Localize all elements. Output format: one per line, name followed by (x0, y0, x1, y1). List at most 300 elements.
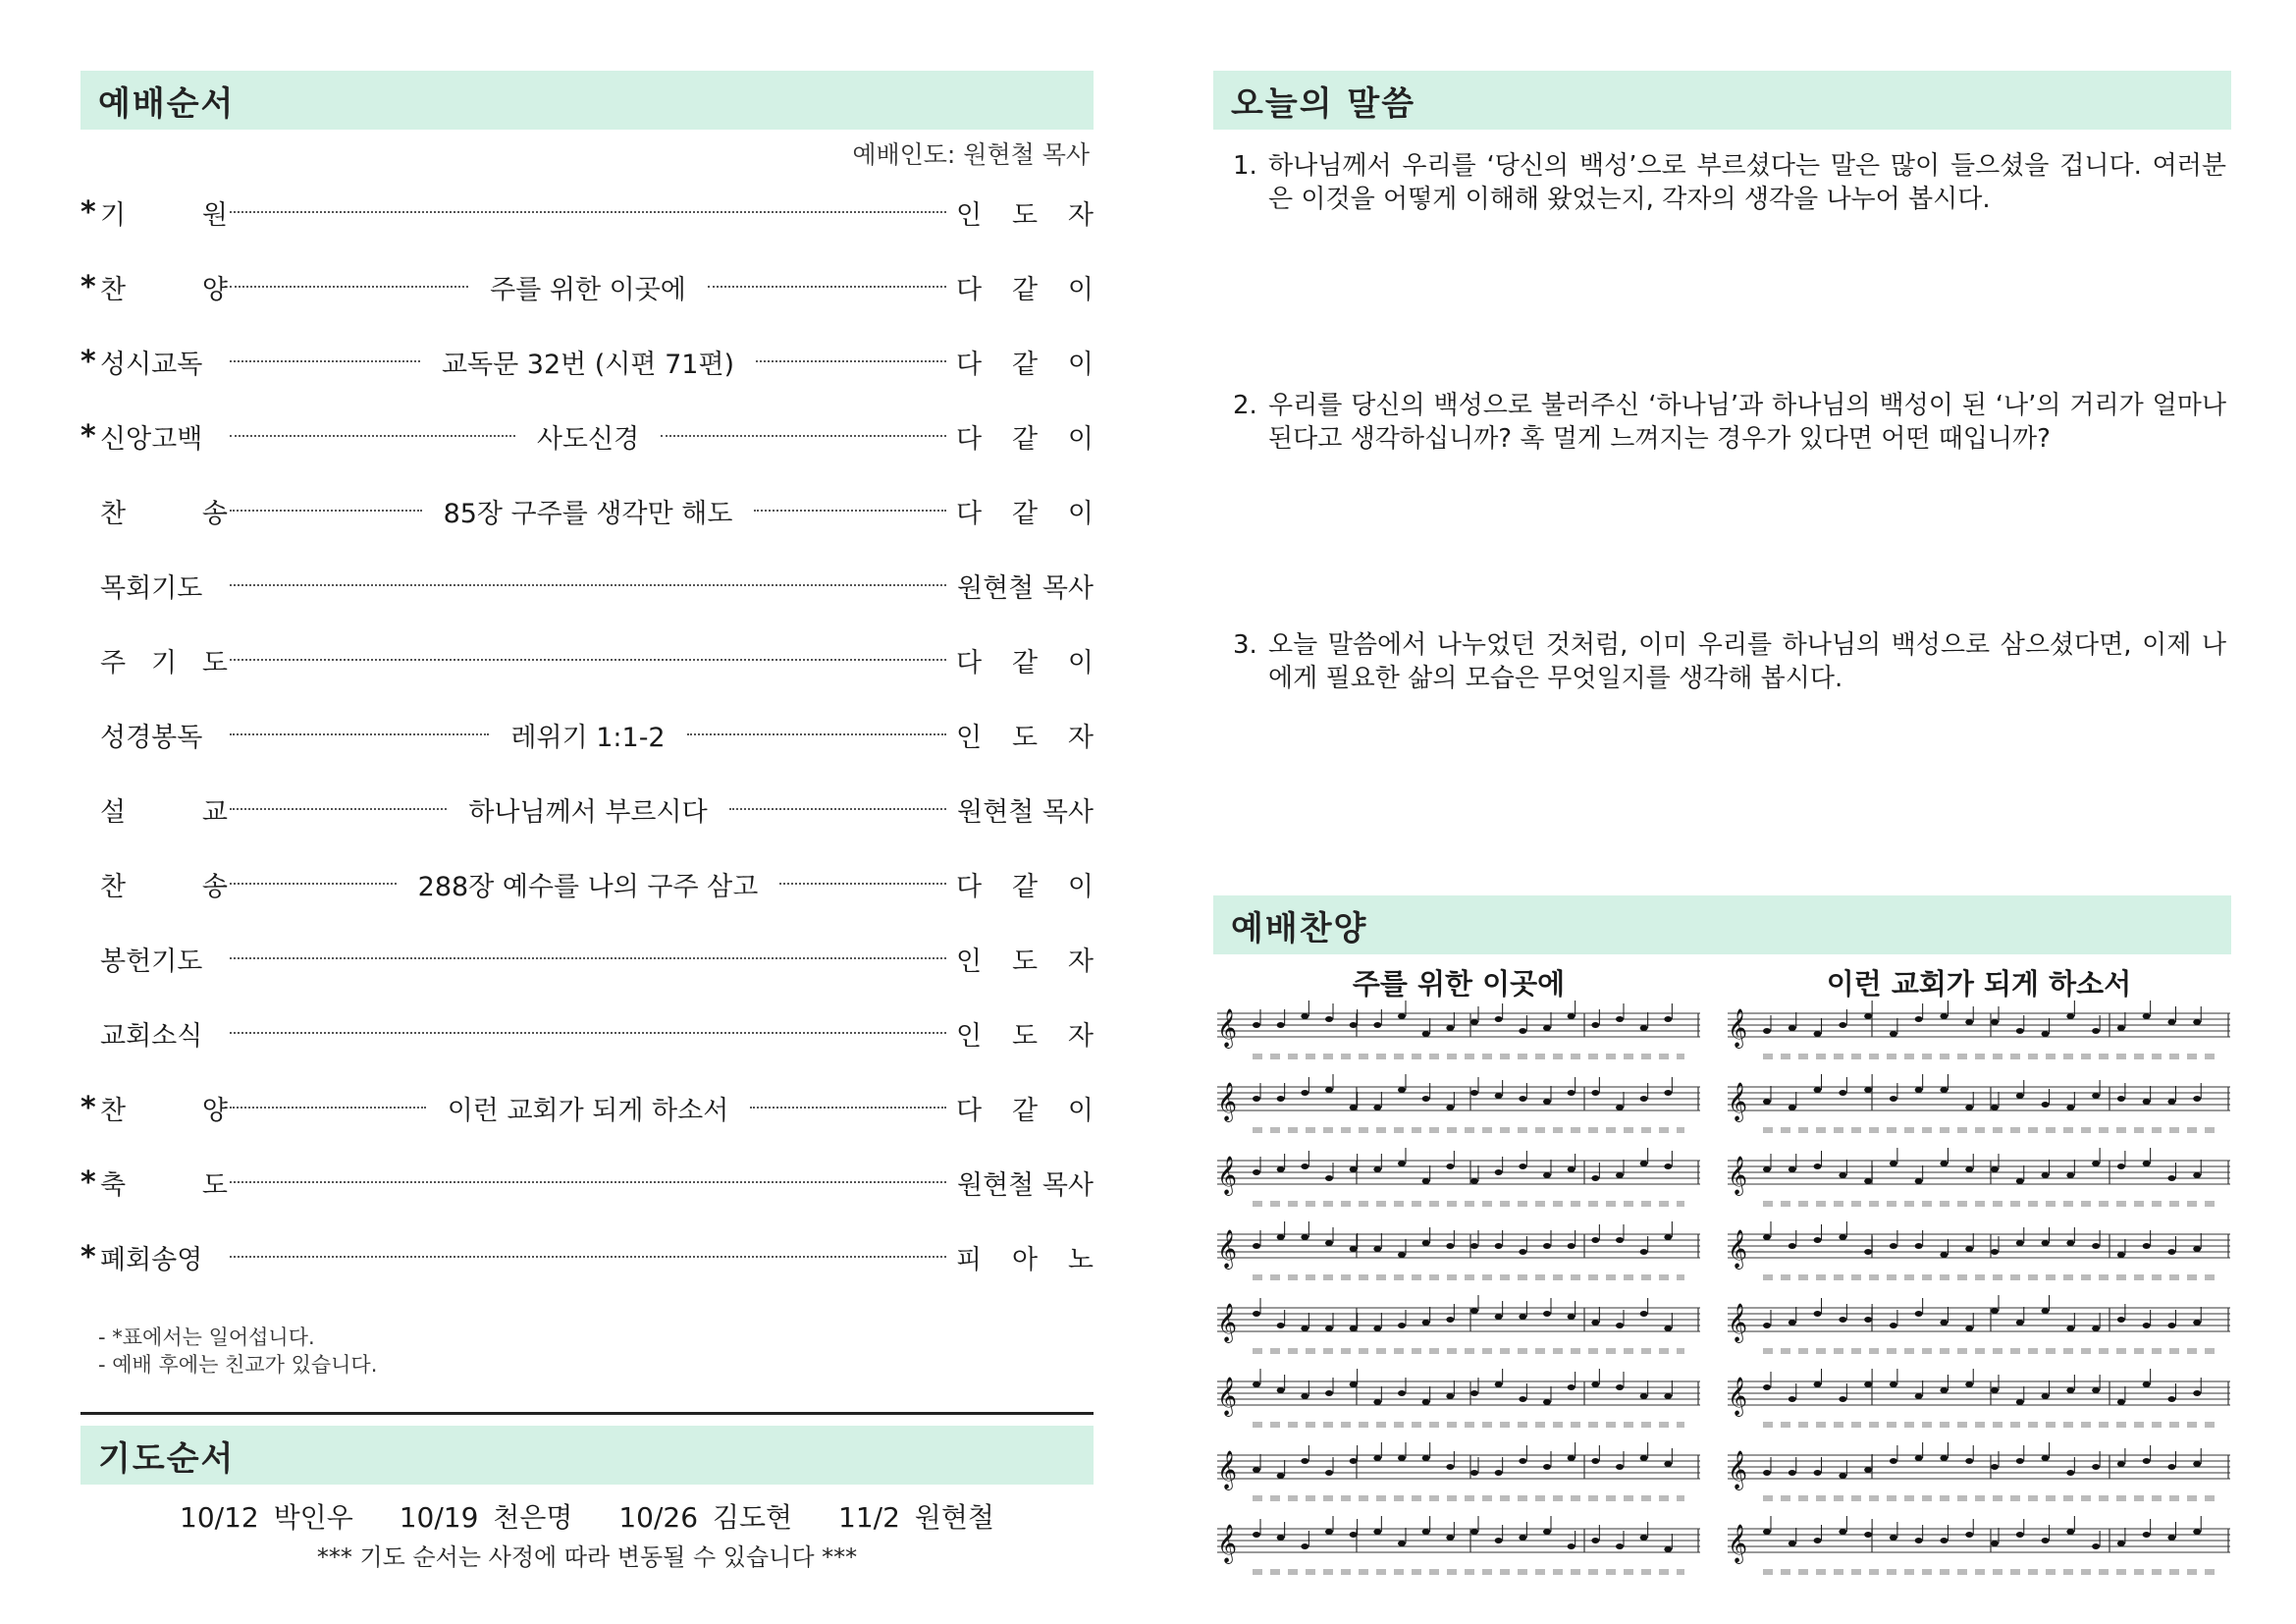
order-item-label-char: 성시교독 (100, 349, 203, 380)
note-head (1965, 1246, 1973, 1252)
dotted-leader (230, 435, 515, 437)
note-head (1591, 1175, 1599, 1181)
note-head (1640, 1249, 1648, 1255)
note-head (1864, 1467, 1872, 1473)
participant-char: 이 (1067, 423, 1094, 455)
order-item-label-char: 기 (100, 199, 127, 231)
order-row (80, 175, 1094, 249)
participant-char: 다 (956, 871, 983, 902)
note-head (1325, 1326, 1333, 1331)
dotted-leader (230, 286, 468, 288)
todays-word-title: 오늘의 말씀 (1231, 83, 1416, 124)
order-item-participant (956, 343, 1094, 381)
prayer-schedule (80, 1496, 1094, 1536)
dotted-leader (230, 211, 946, 213)
leader-dots (230, 249, 946, 324)
participant-char: 도 (1011, 722, 1039, 753)
dotted-leader (756, 360, 946, 362)
note-head (2066, 1105, 2074, 1110)
note-head (1373, 1399, 1381, 1405)
note-head (1495, 1093, 1503, 1099)
treble-clef-icon: 𝄞 (1217, 1082, 1238, 1121)
note-head (1940, 1087, 1948, 1093)
note-head (1350, 1166, 1358, 1172)
note-head (1915, 1087, 1923, 1093)
note-head (1350, 1381, 1358, 1387)
note-head (2016, 1240, 2024, 1246)
participant-char: 이 (1067, 274, 1094, 305)
note-head (1814, 1237, 1822, 1243)
leader-dots (230, 623, 946, 697)
todays-word-header (1213, 71, 2231, 130)
note-head (1915, 1178, 1923, 1184)
note-head (2016, 1028, 2024, 1034)
standing-mark: * (80, 344, 96, 379)
note-head (1864, 1249, 1872, 1255)
participant-char: 다 (956, 498, 983, 529)
note-head (1640, 1025, 1648, 1031)
note-head (2193, 1096, 2201, 1102)
note-head (1890, 1323, 1897, 1328)
note-head (1325, 1087, 1333, 1093)
note-head (1568, 1166, 1575, 1172)
participant-char: 다 (956, 274, 983, 305)
prayer-order-title: 기도순서 (98, 1438, 236, 1479)
note-head (1864, 1087, 1872, 1093)
note-head (1789, 1320, 1796, 1326)
note-head (1763, 1529, 1771, 1535)
note-head (1568, 1013, 1575, 1019)
note-head (1422, 1529, 1430, 1535)
note-head (1763, 1234, 1771, 1240)
note-head (2167, 1323, 2175, 1328)
note-head (1864, 1013, 1872, 1019)
dotted-leader (729, 808, 946, 810)
note-head (1789, 1396, 1796, 1402)
note-head (1864, 1381, 1872, 1387)
standing-mark: * (80, 1239, 96, 1274)
dotted-leader (230, 1181, 946, 1183)
order-item-label-char: 신앙고백 (100, 423, 203, 455)
note-head (1591, 1022, 1599, 1028)
note-head (1640, 1161, 1648, 1166)
dotted-leader (708, 286, 946, 288)
note-head (1301, 1393, 1308, 1399)
note-head (1373, 1022, 1381, 1028)
note-head (1664, 1164, 1672, 1169)
note-head (1814, 1311, 1822, 1317)
order-item-label-char: 축 (100, 1169, 127, 1201)
note-head (1470, 1529, 1478, 1535)
order-row (80, 249, 1094, 324)
note-head (1277, 1096, 1285, 1102)
note-head (1495, 1314, 1503, 1320)
note-head (1991, 1105, 1999, 1110)
note-head (1839, 1172, 1846, 1178)
note-head (1325, 1175, 1333, 1181)
note-head (2143, 1243, 2151, 1249)
note-head (1915, 1538, 1923, 1543)
note-head (2193, 1019, 2201, 1025)
dotted-leader (230, 1107, 426, 1109)
leader-dots (230, 548, 946, 623)
note-head (1495, 1169, 1503, 1175)
note-head (1864, 1317, 1872, 1323)
note-head (1591, 1090, 1599, 1096)
note-head (1814, 1087, 1822, 1093)
note-head (1591, 1381, 1599, 1387)
note-head (1915, 1311, 1923, 1317)
note-head (1763, 1384, 1771, 1390)
note-head (1325, 1390, 1333, 1396)
note-head (1839, 1022, 1846, 1028)
dotted-leader (661, 435, 946, 437)
note-head (1519, 1249, 1526, 1255)
order-item-participant (956, 716, 1094, 754)
note-head (1616, 1237, 1624, 1243)
sheet-music-left (1213, 1000, 1704, 1579)
note-head (2117, 1541, 2125, 1546)
note-head (2117, 1025, 2125, 1031)
note-head (1940, 1013, 1948, 1019)
order-item-participant (956, 790, 1094, 829)
note-head (1965, 1381, 1973, 1387)
note-head (1325, 1240, 1333, 1246)
note-head (1640, 1393, 1648, 1399)
note-head (1422, 1031, 1430, 1037)
note-head (1965, 1532, 1973, 1538)
order-item-participant (956, 1238, 1094, 1276)
note-head (1991, 1249, 1999, 1255)
note-head (1940, 1387, 1948, 1393)
note-head (1890, 1031, 1897, 1037)
dotted-leader (230, 957, 946, 959)
note-head (1640, 1096, 1648, 1102)
note-head (2167, 1249, 2175, 1255)
note-head (1543, 1243, 1551, 1249)
treble-clef-icon: 𝄞 (1217, 1156, 1238, 1195)
order-item-label-char: 봉헌기도 (100, 946, 203, 977)
order-item-content: 85장 구주를 생각만 해도 (443, 498, 733, 529)
note-head (2042, 1031, 2050, 1037)
note-head (1398, 1252, 1406, 1258)
participant-char: 도 (1011, 946, 1039, 977)
participant-char: 같 (1011, 498, 1039, 529)
note-head (1350, 1532, 1358, 1538)
participant-char: 같 (1011, 1095, 1039, 1126)
note-head (1301, 1326, 1308, 1331)
note-head (2167, 1019, 2175, 1025)
note-head (1350, 1326, 1358, 1331)
participant-char: 노 (1067, 1244, 1094, 1275)
note-head (1568, 1455, 1575, 1461)
note-head (2167, 1099, 2175, 1105)
note-head (1814, 1164, 1822, 1169)
order-item-label-char: 찬 (100, 1095, 127, 1126)
sheet-music-image (1213, 1000, 1704, 1579)
worship-order-header (80, 71, 1094, 130)
note-head (1398, 1161, 1406, 1166)
note-head (1814, 1538, 1822, 1543)
note-head (1253, 1022, 1260, 1028)
dotted-leader (230, 883, 397, 885)
participant-char: 이 (1067, 1095, 1094, 1126)
order-item-label (100, 492, 228, 530)
note-head (1253, 1381, 1260, 1387)
note-head (2092, 1387, 2100, 1393)
note-head (2143, 1381, 2151, 1387)
note-head (1253, 1467, 1260, 1473)
worship-order-title: 예배순서 (98, 83, 236, 124)
note-head (1422, 1178, 1430, 1184)
participant-char: 이 (1067, 871, 1094, 902)
note-head (2066, 1240, 2074, 1246)
treble-clef-icon: 𝄞 (1728, 1008, 1748, 1048)
worship-order-list (80, 175, 1094, 1294)
question-text: 하나님께서 우리를 ‘당신의 백성’으로 부르셨다는 말은 많이 들으셨을 겁니다. 여러분은 이것을 어떻게 이해해 왔었는지, 각자의 생각을 나누어 봅시다. (1268, 151, 2226, 214)
note-head (1664, 1546, 1672, 1552)
participant-char: 같 (1011, 871, 1039, 902)
order-item-participant (956, 940, 1094, 978)
order-row (80, 623, 1094, 697)
participant-char: 자 (1067, 946, 1094, 977)
note-head (1839, 1090, 1846, 1096)
question-number: 3. (1233, 630, 1257, 660)
dotted-leader (230, 659, 946, 661)
treble-clef-icon: 𝄞 (1728, 1377, 1748, 1416)
order-row (80, 772, 1094, 846)
note-head (1398, 1455, 1406, 1461)
participant-char: 인 (956, 722, 983, 753)
note-head (1446, 1393, 1454, 1399)
order-item-label-char: 주 (100, 647, 127, 678)
participant-char: 다 (956, 1095, 983, 1126)
note-head (1890, 1535, 1897, 1541)
note-head (1814, 1470, 1822, 1476)
note-head (2143, 1323, 2151, 1328)
section-divider (80, 1412, 1094, 1415)
note-head (2066, 1013, 2074, 1019)
note-head (1543, 1025, 1551, 1031)
order-item-label (100, 1089, 228, 1127)
note-head (1519, 1396, 1526, 1402)
participant-char: 원현철 목사 (957, 1169, 1094, 1201)
note-head (1640, 1311, 1648, 1317)
note-head (1616, 1464, 1624, 1470)
order-item-label-char: 목회기도 (100, 572, 203, 604)
note-head (1495, 1538, 1503, 1543)
note-head (1616, 1384, 1624, 1390)
sheet-music-image (1724, 1000, 2234, 1579)
note-head (1543, 1399, 1551, 1405)
prayer-order-header (80, 1426, 1094, 1485)
order-row (80, 399, 1094, 473)
note-head (1350, 1022, 1358, 1028)
note-head (1301, 1090, 1308, 1096)
note-head (1446, 1535, 1454, 1541)
note-head (1591, 1458, 1599, 1464)
note-head (1519, 1096, 1526, 1102)
note-head (1495, 1243, 1503, 1249)
note-head (1470, 1390, 1478, 1396)
note-head (1422, 1320, 1430, 1326)
participant-char: 이 (1067, 647, 1094, 678)
worship-songs-title: 예배찬양 (1231, 908, 1368, 948)
note-head (1890, 1096, 1897, 1102)
note-head (1253, 1532, 1260, 1538)
order-item-participant (956, 1089, 1094, 1127)
participant-char: 인 (956, 1020, 983, 1052)
note-head (1814, 1031, 1822, 1037)
note-head (1940, 1455, 1948, 1461)
participant-char: 자 (1067, 722, 1094, 753)
note-head (1519, 1535, 1526, 1541)
leader-dots (230, 772, 946, 846)
note-head (2092, 1243, 2100, 1249)
note-head (2092, 1326, 2100, 1331)
note-head (1470, 1178, 1478, 1184)
note-head (1543, 1529, 1551, 1535)
note-head (2143, 1099, 2151, 1105)
note-head (1373, 1455, 1381, 1461)
note-head (1277, 1535, 1285, 1541)
note-head (1325, 1016, 1333, 1022)
dotted-leader (230, 733, 489, 735)
order-item-label-char: 양 (201, 274, 228, 305)
order-item-label (100, 417, 228, 456)
note-head (1373, 1166, 1381, 1172)
note-head (1398, 1541, 1406, 1546)
question-number: 1. (1233, 151, 1257, 181)
leader-dots (230, 399, 946, 473)
note-head (1568, 1243, 1575, 1249)
leader-dots (230, 1070, 946, 1145)
note-head (1446, 1464, 1454, 1470)
order-item-content: 주를 위한 이곳에 (490, 274, 686, 305)
note-head (2117, 1317, 2125, 1323)
note-head (1864, 1178, 1872, 1184)
note-head (2042, 1308, 2050, 1314)
note-head (1277, 1323, 1285, 1328)
order-item-participant (956, 567, 1094, 605)
note-head (1446, 1105, 1454, 1110)
note-head (1446, 1243, 1454, 1249)
order-item-label-char: 송 (201, 498, 228, 529)
treble-clef-icon: 𝄞 (1217, 1229, 1238, 1269)
note-head (1398, 1323, 1406, 1328)
order-item-label (100, 865, 228, 903)
note-head (1890, 1458, 1897, 1464)
note-head (1543, 1172, 1551, 1178)
note-head (1495, 1381, 1503, 1387)
order-row (80, 473, 1094, 548)
note-head (2042, 1172, 2050, 1178)
note-head (1277, 1234, 1285, 1240)
prayer-schedule-item: 11/2 원현철 (838, 1501, 994, 1534)
order-notes (98, 1324, 377, 1379)
treble-clef-icon: 𝄞 (1217, 1450, 1238, 1489)
order-item-label-char: 설 (100, 796, 127, 828)
order-item-label (100, 940, 228, 978)
note-head (1301, 1458, 1308, 1464)
order-item-label-char: 도 (201, 647, 228, 678)
participant-char: 아 (1011, 1244, 1039, 1275)
note-head (1373, 1326, 1381, 1331)
leader-dots (230, 473, 946, 548)
note-head (1616, 1543, 1624, 1549)
note-head (1991, 1387, 1999, 1393)
order-item-participant (956, 492, 1094, 530)
note-head (1763, 1323, 1771, 1328)
note-head (1763, 1099, 1771, 1105)
participant-char: 이 (1067, 349, 1094, 380)
note-head (1568, 1543, 1575, 1549)
order-item-label (100, 268, 228, 306)
order-item-label-char: 송 (201, 871, 228, 902)
leader-dots (230, 921, 946, 996)
treble-clef-icon: 𝄞 (1728, 1450, 1748, 1489)
note-head (1398, 1390, 1406, 1396)
standing-mark: * (80, 269, 96, 304)
note-head (1965, 1458, 1973, 1464)
order-item-label-char: 찬 (100, 274, 127, 305)
note-head (2117, 1399, 2125, 1405)
note-head (1940, 1252, 1948, 1258)
order-row (80, 324, 1094, 399)
leader-dots (230, 846, 946, 921)
order-item-label-char: 교회소식 (100, 1020, 203, 1052)
dotted-leader (750, 1107, 946, 1109)
participant-char: 도 (1011, 199, 1039, 231)
note-head (2117, 1461, 2125, 1467)
participant-char: 같 (1011, 349, 1039, 380)
order-row (80, 1070, 1094, 1145)
note-head (1277, 1022, 1285, 1028)
question-text: 오늘 말씀에서 나누었던 것처럼, 이미 우리를 하나님의 백성으로 삼으셨다면, 이제 나에게 필요한 삶의 모습은 무엇일지를 생각해 봅시다. (1268, 630, 2226, 693)
note-head (1398, 1013, 1406, 1019)
note-head (1470, 1243, 1478, 1249)
note-head (1470, 1470, 1478, 1476)
note-head (1664, 1393, 1672, 1399)
note-head (1373, 1246, 1381, 1252)
order-item-content: 하나님께서 부르시다 (468, 796, 708, 828)
worship-leader: 예배인도: 원현철 목사 (852, 140, 1090, 169)
participant-char: 같 (1011, 274, 1039, 305)
order-item-participant (956, 1164, 1094, 1202)
note-head (2016, 1532, 2024, 1538)
note-head (1301, 1013, 1308, 1019)
note-head (1839, 1473, 1846, 1479)
order-note: - *표에서는 일어섭니다. (98, 1326, 315, 1349)
note-head (1422, 1399, 1430, 1405)
participant-char: 자 (1067, 199, 1094, 231)
note-head (1991, 1308, 1999, 1314)
order-item-content: 사도신경 (536, 423, 640, 455)
participant-char: 인 (956, 199, 983, 231)
note-head (1568, 1090, 1575, 1096)
order-item-label (100, 193, 228, 232)
note-head (1253, 1169, 1260, 1175)
order-item-label-char: 도 (201, 1169, 228, 1201)
note-head (1991, 1541, 1999, 1546)
note-head (2167, 1535, 2175, 1541)
note-head (1277, 1473, 1285, 1479)
note-head (1965, 1019, 1973, 1025)
prayer-schedule-item: 10/12 박인우 (180, 1501, 353, 1534)
note-head (2193, 1461, 2201, 1467)
order-item-label-char: 원 (201, 199, 228, 231)
note-head (2193, 1529, 2201, 1535)
